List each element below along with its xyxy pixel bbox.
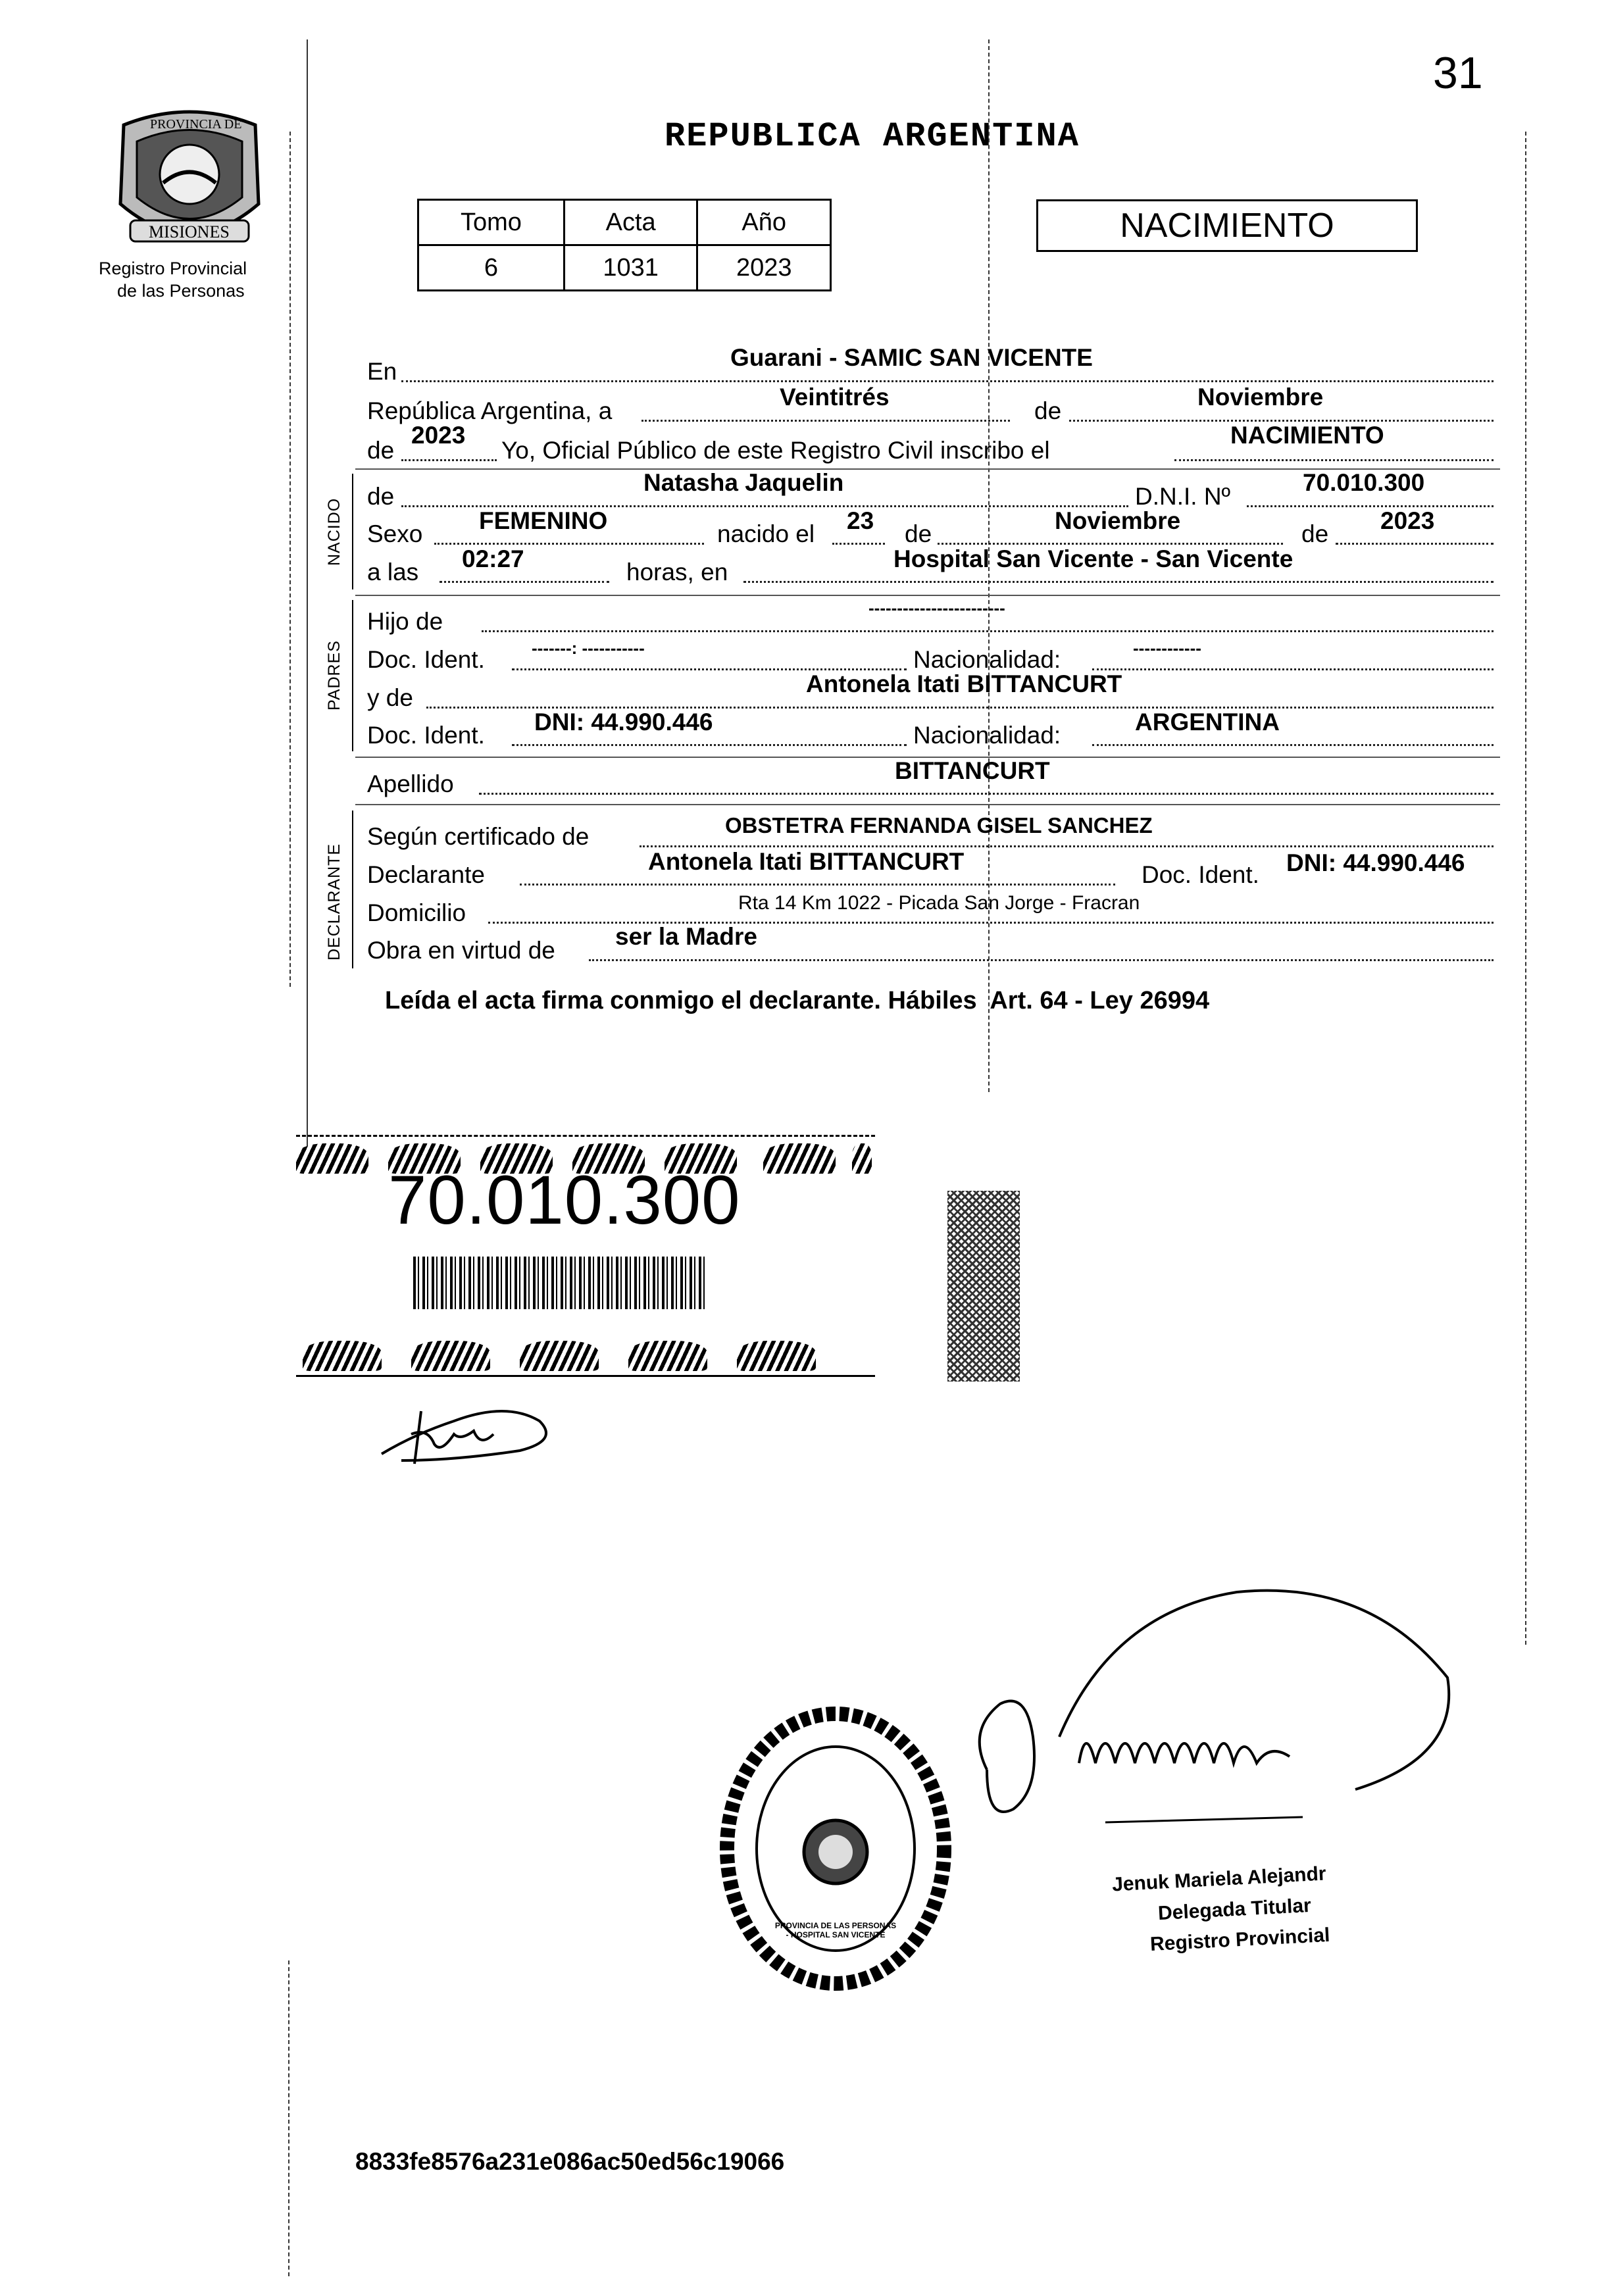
inscribe-line: [1174, 459, 1494, 461]
logo-text-top: PROVINCIA DE: [150, 117, 242, 132]
year-line: [401, 459, 497, 461]
sticker-number: 70.010.300: [388, 1162, 741, 1239]
nacido-el-label: nacido el: [717, 520, 815, 547]
mother-nacionalidad-line: [1092, 744, 1494, 746]
father-name: ------------------------: [868, 598, 1005, 618]
father-nacionalidad-line: [1092, 668, 1494, 670]
sticker-pattern-bottom-4: [628, 1341, 707, 1371]
official-seal: [717, 1704, 954, 1993]
apellido-label: Apellido: [367, 770, 454, 797]
section-label-nacido: NACIDO: [325, 497, 343, 566]
nacido-bracket: [352, 474, 353, 589]
section-label-padres: PADRES: [325, 640, 343, 711]
registry-name-line1: Registro Provincial: [99, 259, 247, 278]
certificado-value: OBSTETRA FERNANDA GISEL SANCHEZ: [725, 813, 1153, 837]
year-value: 2023: [411, 422, 466, 449]
day-line: [641, 420, 1010, 422]
father-line: [482, 630, 1494, 632]
domicilio-label: Domicilio: [367, 899, 466, 926]
nacido-de-label: de: [367, 483, 395, 510]
obra-line: [589, 959, 1494, 961]
record-type: NACIMIENTO: [1120, 207, 1334, 245]
declarant-signature: [375, 1395, 559, 1467]
declarante-doc: DNI: 44.990.446: [1286, 849, 1465, 876]
province-logo: [111, 105, 268, 257]
mother-doc-label: Doc. Ident.: [367, 722, 485, 749]
en-label: En: [367, 358, 397, 385]
closing-text: Leída el acta firma conmigo el declarante. Hábiles Art. 64 - Ley 26994: [385, 987, 1210, 1014]
padres-bracket: [352, 600, 353, 751]
birth-month: Noviembre: [1055, 507, 1181, 534]
left-margin-line: [307, 39, 308, 1158]
sticker-pattern-top-6: [763, 1143, 836, 1174]
apellido-value: BITTANCURT: [895, 757, 1050, 784]
declarante-doc-label: Doc. Ident.: [1142, 861, 1259, 888]
section-divider-4: [355, 804, 1500, 805]
sticker-pattern-bottom-3: [520, 1341, 599, 1371]
mother-name: Antonela Itati BITTANCURT: [806, 670, 1122, 697]
birth-time: 02:27: [462, 545, 524, 572]
birth-day: 23: [847, 507, 874, 534]
certificado-line: [640, 845, 1494, 847]
declarante-label: Declarante: [367, 861, 485, 888]
birth-year: 2023: [1380, 507, 1435, 534]
official-registry: Registro Provincial: [1149, 1924, 1331, 1956]
declarante-name: Antonela Itati BITTANCURT: [648, 848, 965, 875]
sticker-pattern-bottom-1: [303, 1341, 382, 1371]
domicilio-value: Rta 14 Km 1022 - Picada San Jorge - Fracran: [738, 892, 1140, 914]
sticker-bottom-border: [296, 1375, 875, 1377]
document-hash: 8833fe8576a231e086ac50ed56c19066: [355, 2148, 785, 2175]
birth-year-line: [1336, 543, 1494, 545]
reference-table: [417, 199, 832, 291]
declarante-line: [520, 884, 1115, 886]
child-name: Natasha Jaquelin: [643, 469, 844, 496]
de-label-2: de: [367, 437, 395, 464]
sticker-pattern-bottom-2: [411, 1341, 490, 1371]
logo-text-bottom: MISIONES: [149, 222, 230, 241]
left-margin-dash: [289, 132, 291, 987]
country-title: REPUBLICA ARGENTINA: [665, 117, 1080, 156]
birth-day-line: [832, 543, 885, 545]
security-hologram: [947, 1191, 1020, 1382]
record-type-box: [1036, 199, 1418, 252]
time-line: [440, 581, 609, 583]
apellido-line: [479, 793, 1494, 795]
official-signature: [961, 1572, 1474, 1875]
de-label-1: de: [1034, 397, 1062, 424]
month-value: Noviembre: [1197, 384, 1324, 411]
day-words: Veintitrés: [780, 384, 890, 411]
sticker-barcode: [413, 1257, 706, 1309]
sexo-line: [434, 543, 704, 545]
birth-place-line: [743, 581, 1494, 583]
y-de-label: y de: [367, 684, 413, 711]
birth-month-line: [938, 543, 1283, 545]
republica-label: República Argentina, a: [367, 397, 613, 424]
sticker-pattern-bottom-5: [737, 1341, 816, 1371]
table-value-tomo: 6: [418, 245, 565, 291]
birth-de-label-1: de: [905, 520, 932, 547]
table-value-acta: 1031: [564, 245, 697, 291]
birth-place: Hospital San Vicente - San Vicente: [893, 545, 1294, 572]
mother-doc: DNI: 44.990.446: [534, 709, 713, 736]
mother-nacionalidad: ARGENTINA: [1135, 709, 1280, 736]
table-header-tomo: Tomo: [418, 200, 565, 245]
father-doc-label: Doc. Ident.: [367, 646, 485, 673]
father-nacionalidad-label: Nacionalidad:: [913, 646, 1061, 673]
table-value-anio: 2023: [697, 245, 831, 291]
inscribe-type: NACIMIENTO: [1230, 422, 1384, 449]
sticker-pattern-top-1: [296, 1143, 368, 1174]
sexo-value: FEMENINO: [479, 507, 608, 534]
bottom-left-margin: [288, 1960, 289, 2276]
section-label-declarante: DECLARANTE: [325, 843, 343, 961]
mother-doc-line: [512, 744, 907, 746]
sexo-label: Sexo: [367, 520, 423, 547]
dni-label: D.N.I. Nº: [1135, 483, 1231, 510]
a-las-label: a las: [367, 559, 419, 586]
yo-oficial-text: Yo, Oficial Público de este Registro Civil inscribo el: [501, 437, 1050, 464]
obra-value: ser la Madre: [615, 923, 757, 950]
horas-en-label: horas, en: [626, 559, 728, 586]
mother-nacionalidad-label: Nacionalidad:: [913, 722, 1061, 749]
official-title: Delegada Titular: [1157, 1894, 1312, 1925]
segun-certificado-label: Según certificado de: [367, 823, 590, 850]
birth-de-label-2: de: [1301, 520, 1329, 547]
dni-line: [1247, 505, 1494, 507]
sticker-top-border: [296, 1135, 875, 1137]
registry-name-line2: de las Personas: [117, 281, 245, 301]
right-margin-line: [1525, 132, 1526, 1645]
sticker-pattern-top-7: [852, 1143, 872, 1174]
seal-text: PROVINCIA DE LAS PERSONAS - HOSPITAL SAN VICENTE: [774, 1921, 897, 1939]
table-header-acta: Acta: [564, 200, 697, 245]
official-name: Jenuk Mariela Alejandr: [1111, 1862, 1327, 1896]
declarante-bracket: [352, 811, 353, 968]
father-doc: -------: -----------: [532, 638, 645, 658]
child-dni: 70.010.300: [1303, 469, 1425, 496]
hijo-de-label: Hijo de: [367, 608, 443, 635]
page-number: 31: [1433, 48, 1483, 98]
father-nacionalidad: ------------: [1133, 638, 1201, 658]
obra-virtud-label: Obra en virtud de: [367, 937, 555, 964]
table-header-anio: Año: [697, 200, 831, 245]
place-value: Guarani - SAMIC SAN VICENTE: [730, 344, 1093, 371]
place-line: [401, 380, 1494, 382]
